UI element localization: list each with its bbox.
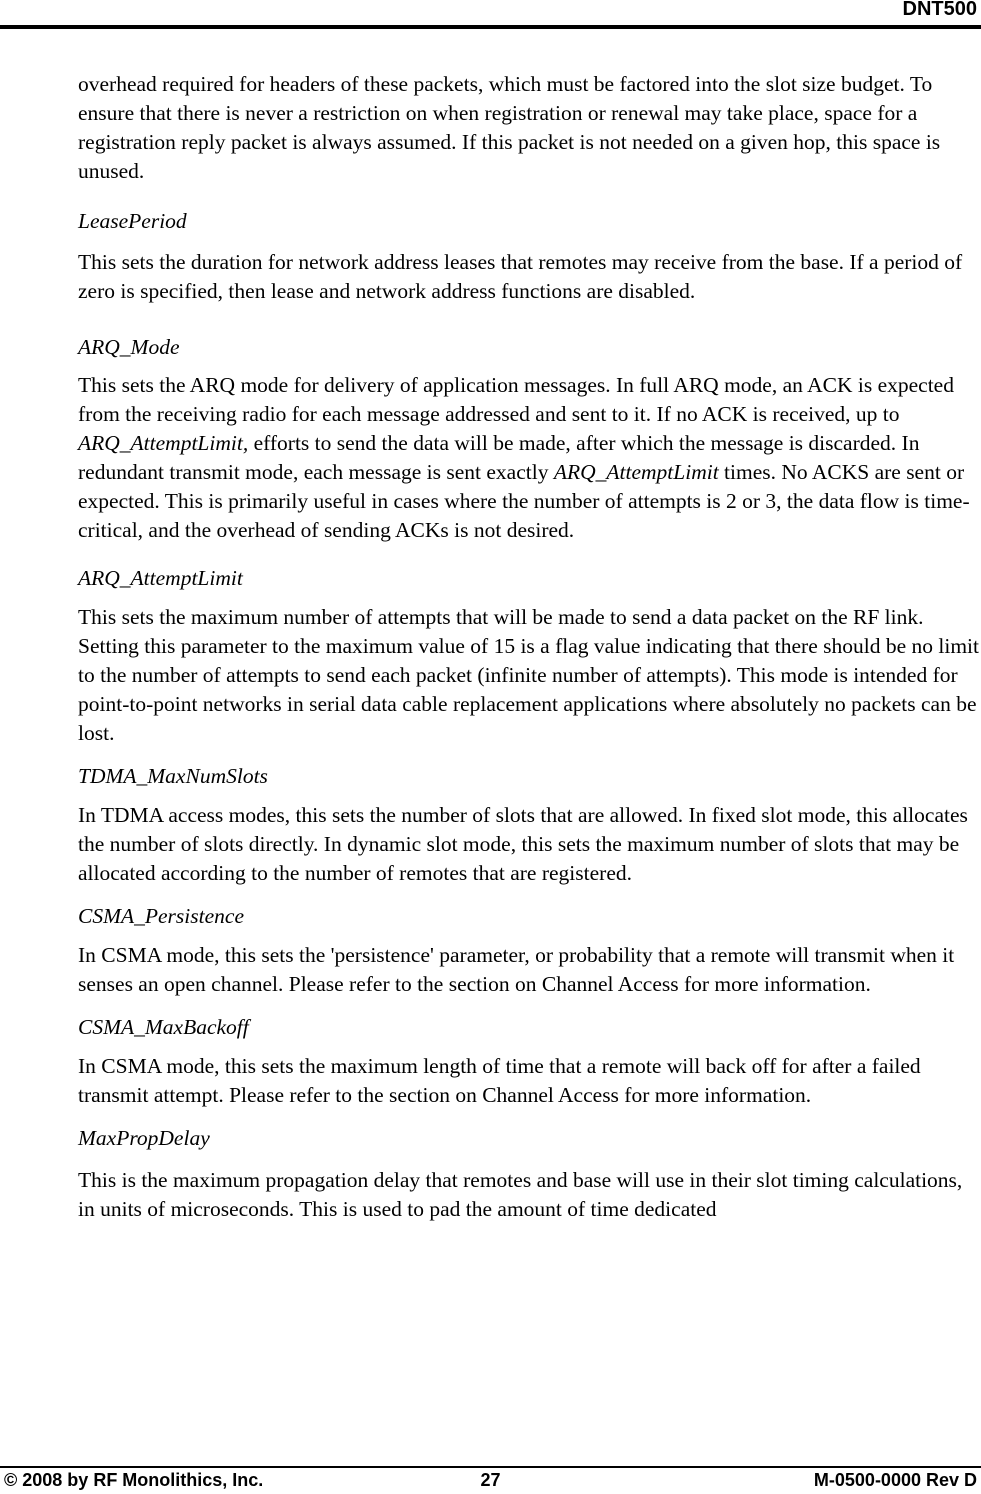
section-heading: TDMA_MaxNumSlots (78, 764, 268, 788)
paragraph-text: efforts to send the data will be made, after which the message is discarded. In redundant transmit mode, each message is sent exactly (78, 431, 920, 484)
section-paragraph (78, 371, 981, 545)
section-paragraph (78, 801, 981, 888)
header-divider (0, 25, 981, 29)
paragraph-text: times. No ACKS are sent or expected. This is primarily useful in cases where the number of attempts is 2 or 3, the data flow is time-critical, and the overhead of sending ACKs is not desired. (78, 460, 970, 542)
section-heading: CSMA_Persistence (78, 904, 244, 928)
section-paragraph (78, 1166, 981, 1224)
page-number: 27 (480, 1470, 501, 1490)
document-body (78, 70, 981, 1224)
paragraph-text: In TDMA access modes, this sets the number of slots that are allowed. In fixed slot mode, this allocates the number of slots directly. In dynamic slot mode, this sets the maximum number of slots that may be allocated according to the number of remotes that are registered. (78, 803, 968, 885)
document-title: DNT500 (902, 0, 977, 20)
paragraph-text: This sets the maximum number of attempts that will be made to send a data packet on the RF link. Setting this parameter to the maximum value of 15 is a flag value indicating that there should be no limit to the number of attempts to send each packet (infinite number of attempts). This mode is intended for point-to-point networks in serial data cable replacement applications where absolutely no packets can be lost. (78, 605, 979, 745)
section-heading: ARQ_AttemptLimit (78, 566, 243, 590)
paragraph-text: overhead required for headers of these packets, which must be factored into the slot size budget. To ensure that there is never a restriction on when registration or renewal may take place, space for a registration reply packet is always assumed. If this packet is not needed on a given hop, this space is unused. (78, 72, 941, 183)
section-paragraph (78, 603, 981, 748)
paragraph-text: This is the maximum propagation delay that remotes and base will use in their slot timing calculations, in units of microseconds. This is used to pad the amount of time dedicated (78, 1168, 963, 1221)
section-heading: ARQ_Mode (78, 335, 180, 359)
paragraph-text: In CSMA mode, this sets the 'persistence' parameter, or probability that a remote will transmit when it senses an open channel. Please refer to the section on Channel Access for more information. (78, 943, 955, 996)
footer-divider (0, 1466, 981, 1468)
section-paragraph (78, 70, 981, 186)
paragraph-text: This sets the ARQ mode for delivery of application messages. In full ARQ mode, an ACK is expected from the receiving radio for each message addressed and sent to it. If no ACK is received, up to (78, 373, 954, 426)
paragraph-text: This sets the duration for network address leases that remotes may receive from the base. If a period of zero is specified, then lease and network address functions are disabled. (78, 250, 963, 303)
section-paragraph (78, 941, 981, 999)
parameter-reference: ARQ_AttemptLimit (553, 460, 719, 484)
document-id: M-0500-0000 Rev D (813, 1470, 977, 1490)
section-heading: LeasePeriod (78, 209, 187, 233)
section-paragraph (78, 1052, 981, 1110)
section-paragraph (78, 248, 981, 306)
paragraph-text: In CSMA mode, this sets the maximum length of time that a remote will back off for after a failed transmit attempt. Please refer to the section on Channel Access for more information. (78, 1054, 921, 1107)
section-heading: CSMA_MaxBackoff (78, 1015, 249, 1039)
copyright-notice: © 2008 by RF Monolithics, Inc. (4, 1470, 264, 1490)
section-heading: MaxPropDelay (78, 1126, 210, 1150)
parameter-reference: ARQ_AttemptLimit, (78, 431, 249, 455)
